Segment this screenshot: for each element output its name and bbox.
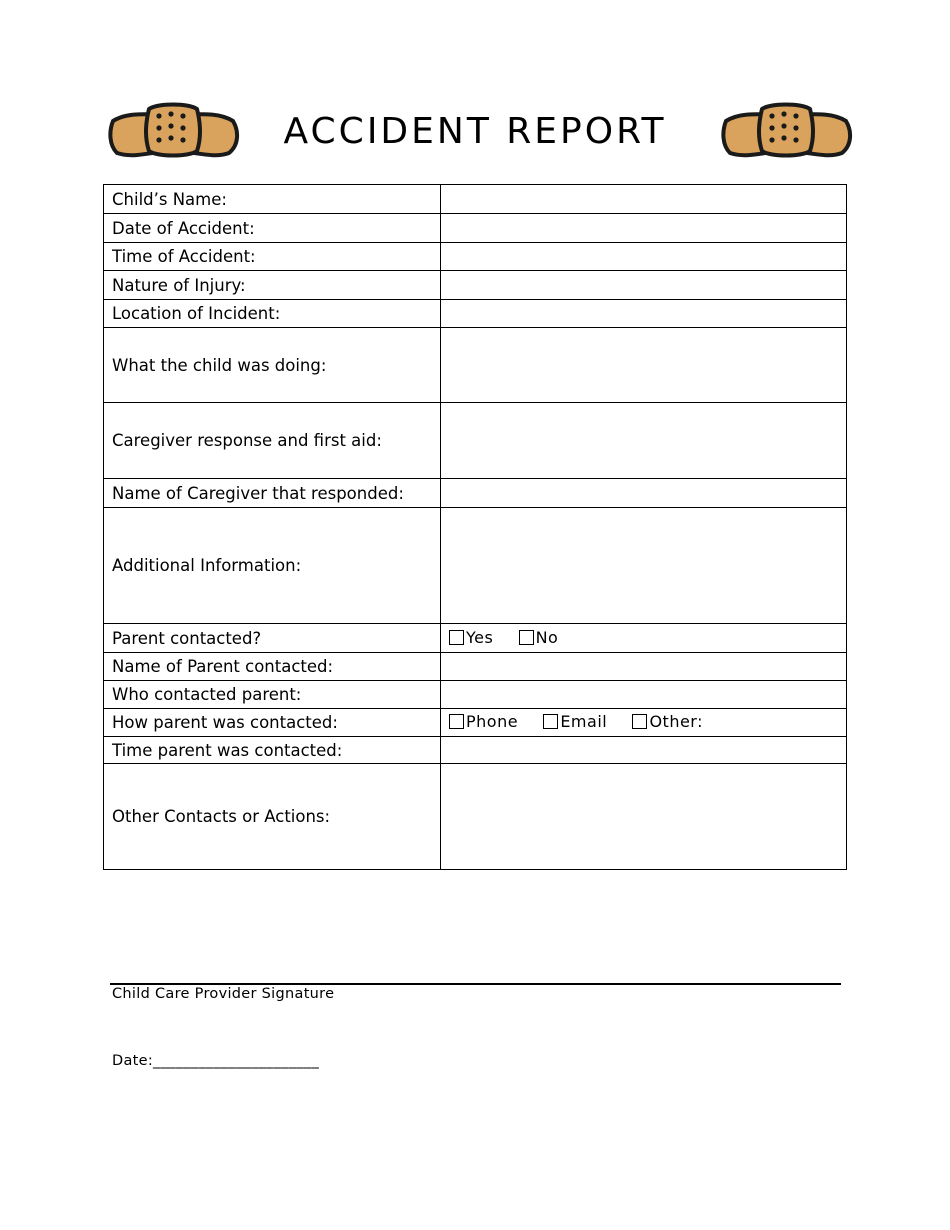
table-row [104,653,847,681]
other-option[interactable] [632,712,703,731]
table-row [104,624,847,653]
field-label: Additional Information: [104,508,441,624]
additional-information-field[interactable] [441,508,847,624]
signature-label: Child Care Provider Signature [112,986,335,1002]
table-row [104,709,847,737]
date-of-accident-field[interactable] [441,214,847,243]
field-label: Time of Accident: [104,243,441,271]
yes-label: Yes [466,627,494,647]
signature-line[interactable] [110,983,841,985]
field-label: Name of Caregiver that responded: [104,479,441,508]
email-label: Email [560,712,608,731]
no-option[interactable] [519,628,559,647]
no-label: No [535,627,559,647]
field-label: How parent was contacted: [104,709,441,737]
date-field[interactable] [112,1053,319,1069]
childs-name-field[interactable] [441,185,847,214]
child-activity-field[interactable] [441,328,847,403]
table-row [104,300,847,328]
field-label: What the child was doing: [104,328,441,403]
table-row [104,403,847,479]
other-checkbox[interactable] [632,714,647,729]
field-label: Other Contacts or Actions: [104,764,441,870]
field-label: Parent contacted? [104,624,441,653]
bandage-icon [105,99,241,161]
nature-of-injury-field[interactable] [441,271,847,300]
phone-checkbox[interactable] [449,714,464,729]
field-label: Location of Incident: [104,300,441,328]
date-blank: ______________________ [153,1053,320,1069]
table-row [104,479,847,508]
field-label: Caregiver response and first aid: [104,403,441,479]
field-label: Child’s Name: [104,185,441,214]
parent-name-field[interactable] [441,653,847,681]
table-row [104,737,847,764]
email-option[interactable] [543,712,607,731]
field-label: Nature of Injury: [104,271,441,300]
location-of-incident-field[interactable] [441,300,847,328]
table-row [104,271,847,300]
parent-contacted-options [441,624,847,653]
table-row [104,185,847,214]
table-row [104,328,847,403]
field-label: Date of Accident: [104,214,441,243]
field-label: Time parent was contacted: [104,737,441,764]
date-label: Date: [112,1053,154,1069]
phone-label: Phone [466,712,519,731]
bandage-icon [718,99,854,161]
table-row [104,214,847,243]
field-label: Who contacted parent: [104,681,441,709]
other-contacts-field[interactable] [441,764,847,870]
caregiver-response-field[interactable] [441,403,847,479]
field-label: Name of Parent contacted: [104,653,441,681]
time-of-accident-field[interactable] [441,243,847,271]
other-label: Other: [649,712,703,731]
no-checkbox[interactable] [519,630,534,645]
accident-report-table [103,184,847,870]
time-parent-contacted-field[interactable] [441,737,847,764]
who-contacted-parent-field[interactable] [441,681,847,709]
page-title: ACCIDENT REPORT [283,111,667,152]
yes-option[interactable] [449,628,493,647]
caregiver-name-field[interactable] [441,479,847,508]
table-row [104,508,847,624]
table-row [104,764,847,870]
phone-option[interactable] [449,712,518,731]
table-row [104,243,847,271]
contact-method-options [441,709,847,737]
email-checkbox[interactable] [543,714,558,729]
yes-checkbox[interactable] [449,630,464,645]
table-row [104,681,847,709]
